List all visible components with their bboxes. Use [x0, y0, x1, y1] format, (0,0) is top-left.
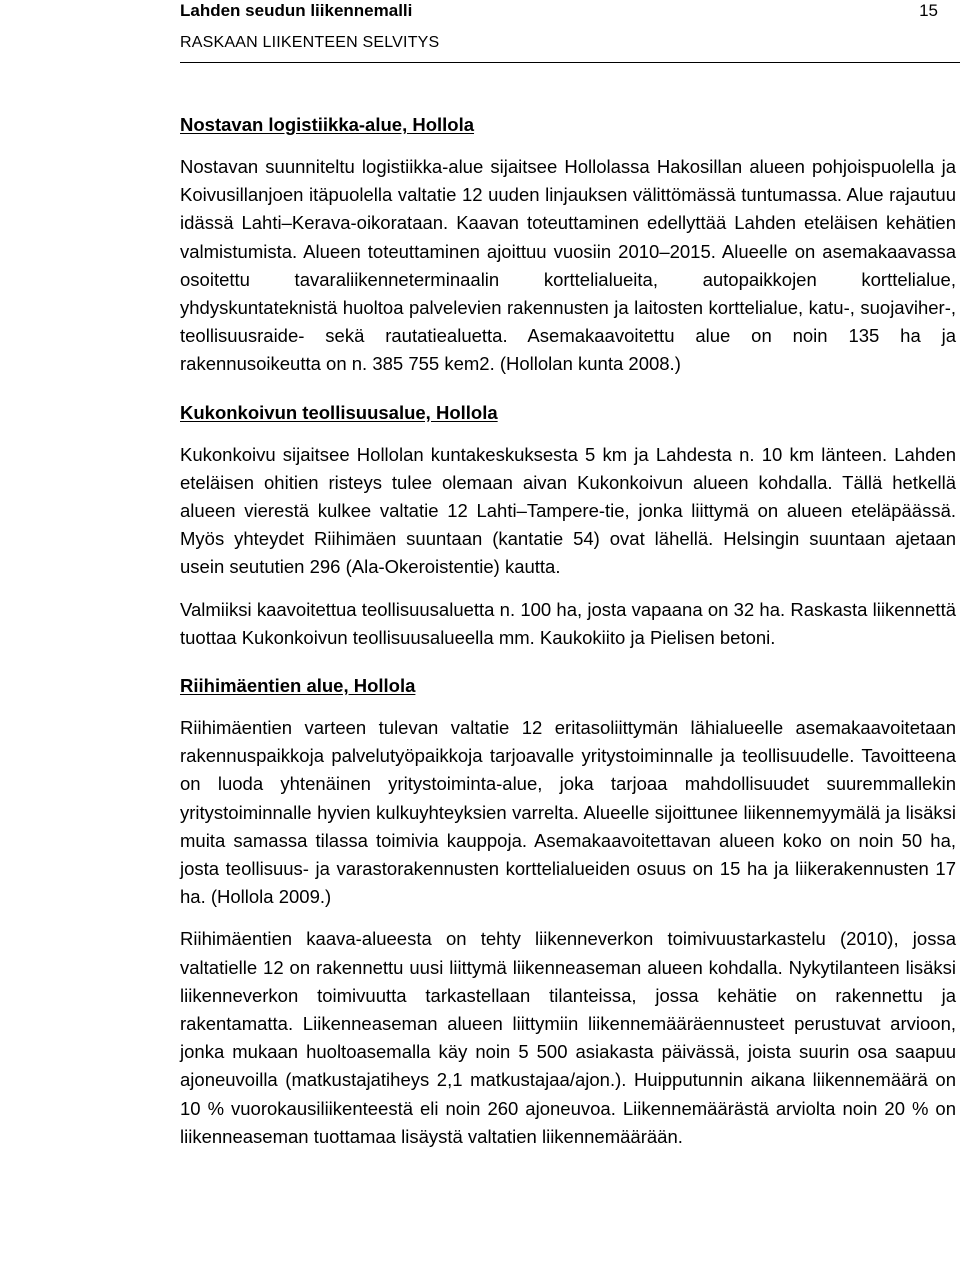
paragraph: Kukonkoivu sijaitsee Hollolan kuntakeskuksesta 5 km ja Lahdesta n. 10 km länteen. Lahden eteläisen ohitien risteys tulee olemaan aivan Kukonkoivun alueen kohdalla. Tällä hetkellä alueen vierestä kulkee valtatie 12 Lahti–Tampere-tie, jonka liittymä on alueen eteläpäässä. Myös yhteydet Riihimäen suuntaan (kantatie 54) ovat lähellä. Helsingin suuntaan ajetaan usein seututien 296 (Ala-Okeroistentie) kautta.: [180, 443, 956, 578]
paragraph: Valmiiksi kaavoitettua teollisuusaluetta n. 100 ha, josta vapaana on 32 ha. Raskasta liikennettä tuottaa Kukonkoivun teollisuusalueella mm. Kaukokiito ja Pielisen betoni.: [180, 598, 956, 648]
page-header: [180, 0, 960, 63]
section-riihimaentie: [180, 672, 956, 1151]
section-nostava: [180, 111, 956, 379]
page-number: 15: [919, 1, 938, 20]
document-title: Lahden seudun liikennemalli: [180, 1, 413, 20]
document-subtitle: RASKAAN LIIKENTEEN SELVITYS: [180, 34, 440, 51]
paragraph: Riihimäentien kaava-alueesta on tehty liikenneverkon toimivuustarkastelu (2010), jossa valtatielle 12 on rakennettu uusi liittymä liikenneaseman alueen kohdalla. Nykytilanteen lisäksi liikenneverkon toimivuutta tarkastellaan tilanteissa, jossa kehätie on rakennettu ja rakentamatta. Liikenneaseman alueen liittymiin liikennemääräennusteet perustuvat arvioon, jonka mukaan huoltoasemalla käy noin 5 500 asiakasta päivässä, joista suurin osa saapuu ajoneuvoilla (matkustajatiheys 2,1 matkustajaa/ajon.). Huipputunnin aikana liikennemäärä on 10 % vuorokausiliikenteestä eli noin 260 ajoneuvoa. Liikennemäärästä arviolta noin 20 % on liikenneaseman tuottamaa lisäystä valtatien liikennemäärään.: [180, 928, 956, 1147]
section-heading: Riihimäentien alue, Hollola: [180, 675, 416, 697]
section-kukonkoivu: [180, 399, 956, 652]
paragraph: Riihimäentien varteen tulevan valtatie 12 eritasoliittymän lähialueelle asemakaavoitetaan rakennuspaikkoja palvelutyöpaikkoja tarjoavalle yritystoiminnalle ja teollisuudelle. Tavoitteena on luoda yhtenäinen yritystoiminta-alue, joka tarjoaa mahdollisuudet suuremmallekin yritystoiminnalle hyvien kulkuyhteyksien varrelta. Alueelle sijoittunee liikennemyymälä ja lisäksi muita samassa tilassa toimivia kauppoja. Asemakaavoitettavan alueen koko on noin 50 ha, josta teollisuus- ja varastorakennusten korttelialueiden osuus on 15 ha ja liikerakennusten 17 ha. (Hollola 2009.): [180, 717, 956, 908]
paragraph: Nostavan suunniteltu logistiikka-alue sijaitsee Hollolassa Hakosillan alueen pohjoispuolella ja Koivusillanjoen itäpuolella valtatie 12 uuden linjauksen välittömässä tuntumassa. Alue rajautuu idässä Lahti–Kerava-oikorataan. Kaavan toteuttaminen edellyttää Lahden eteläisen kehätien valmistumista. Alueen toteuttaminen ajoittuu vuosiin 2010–2015. Alueelle on asemakaavassa osoitettu tavaraliikenneterminaalin korttelialueita, autopaikkojen korttelialue, yhdyskuntateknistä huoltoa palvelevien rakennusten ja laitosten korttelialue, katu-, suojaviher-, teollisuusraide- sekä rautatiealuetta. Asemakaavoitettu alue on noin 135 ha ja rakennusoikeutta on n. 385 755 kem2. (Hollolan kunta 2008.): [180, 156, 956, 375]
section-heading: Nostavan logistiikka-alue, Hollola: [180, 114, 475, 135]
page-content: [180, 111, 956, 1151]
section-heading: Kukonkoivun teollisuusalue, Hollola: [180, 401, 498, 423]
